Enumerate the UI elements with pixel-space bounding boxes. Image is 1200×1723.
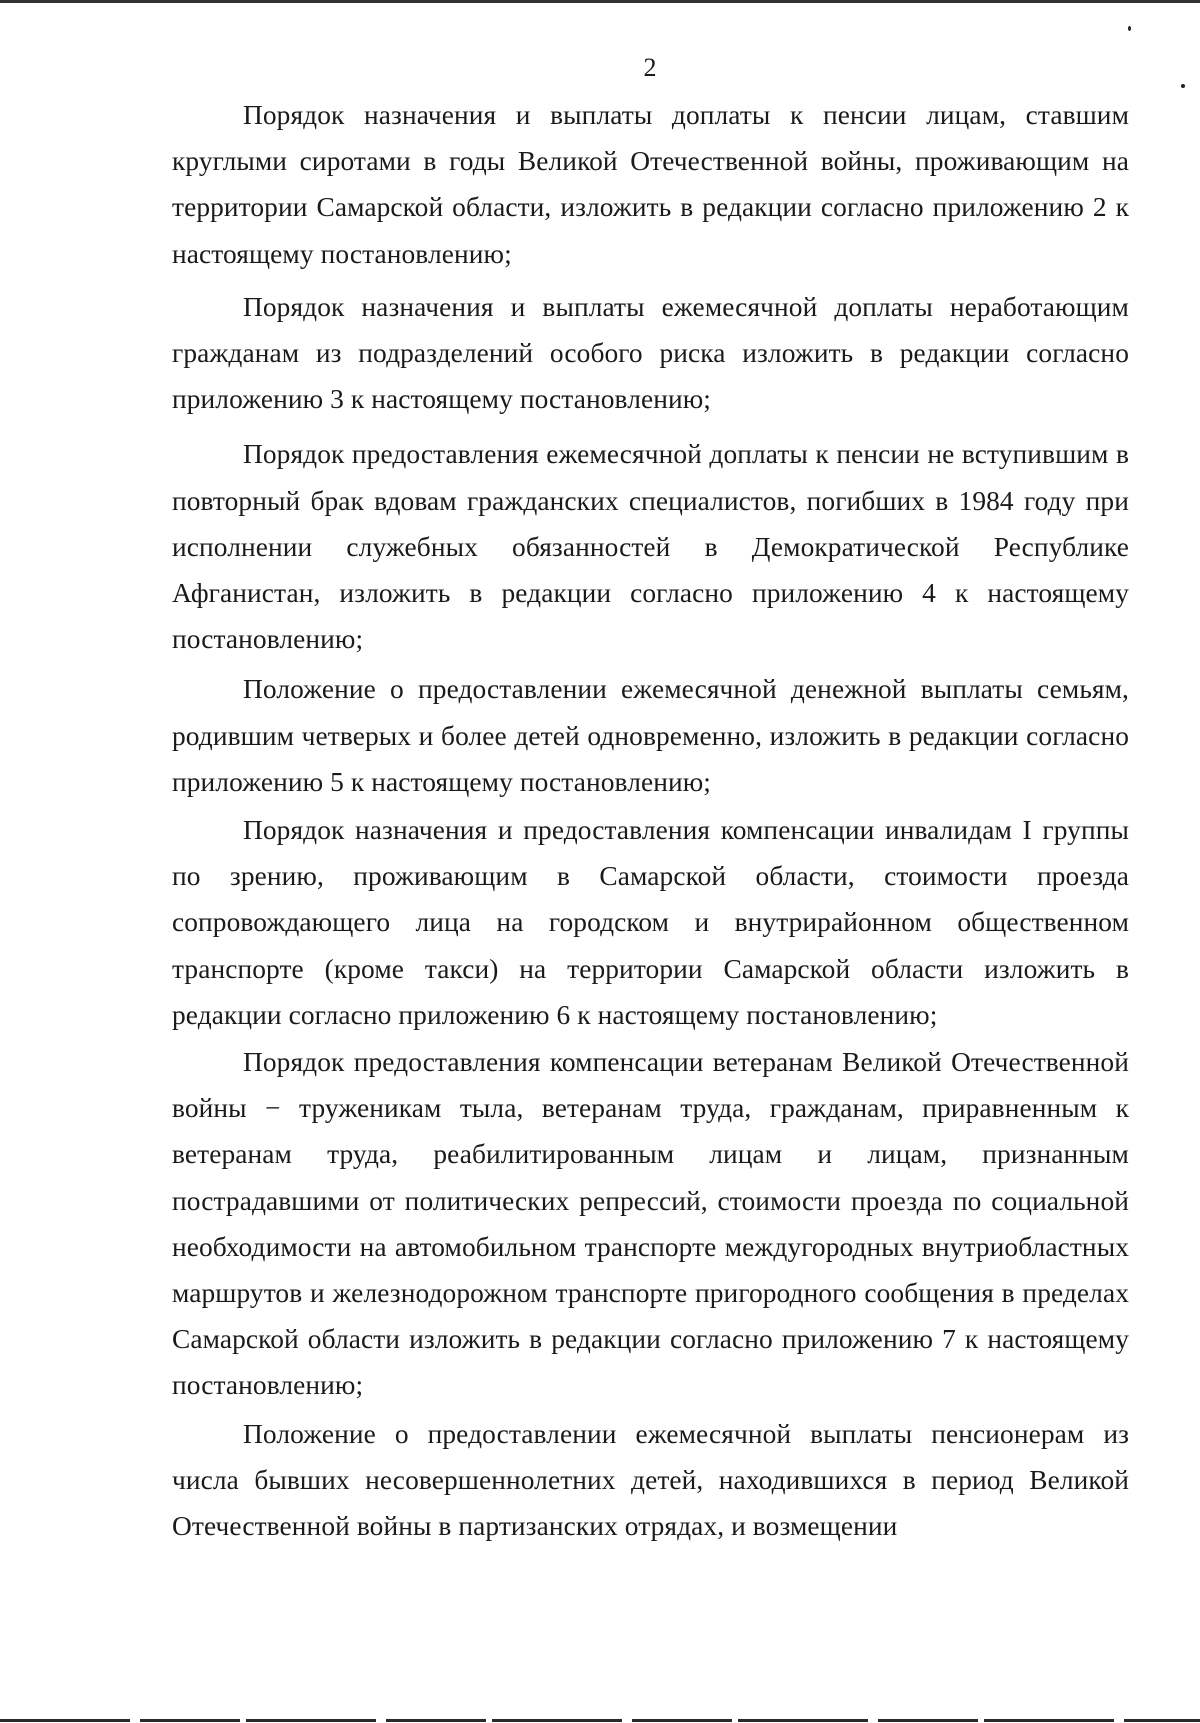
- paragraph-appendix-3: Порядок назначения и выплаты ежемесячной доплаты неработающим гражданам из подразделений особого риска изложить в редакции согласно приложению 3 к настоящему постановлению;: [172, 291, 1129, 415]
- paragraph-appendix-8: Положение о предоставлении ежемесячной выплаты пенсионерам из числа бывших несовершеннолетних детей, находившихся в период Великой Отечественной войны в партизанских отрядах, и возмещении: [172, 1418, 1129, 1542]
- scan-speck: [1128, 26, 1131, 31]
- scan-speck: [1181, 84, 1185, 88]
- paragraph-appendix-2: Порядок назначения и выплаты доплаты к пенсии лицам, ставшим круглыми сиротами в годы Великой Отечественной войны, проживающим на территории Самарской области, изложить в редакции согласно приложению 2 к настоящему постановлению;: [172, 100, 1129, 269]
- paragraph-appendix-4: Порядок предоставления ежемесячной доплаты к пенсии не вступившим в повторный брак вдовам гражданских специалистов, погибших в 1984 году при исполнении служебных обязанностей в Демократической Республике Афганистан, изложить в редакции согласно приложению 4 к настоящему постановлению;: [172, 439, 1129, 655]
- paragraph-appendix-6: Порядок назначения и предоставления компенсации инвалидам I группы по зрению, проживающим в Самарской области, стоимости проезда сопровождающего лица на городском и внутрирайонном общественном транспорте (кроме такси) на территории Самарской области изложить в редакции согласно приложению 6 к настоящему постановлению;: [172, 815, 1129, 1030]
- scan-bottom-edge: [0, 1719, 1200, 1722]
- page-number: 2: [643, 53, 657, 82]
- paragraph-appendix-5: Положение о предоставлении ежемесячной денежной выплаты семьям, родившим четверых и более детей одновременно, изложить в редакции согласно приложению 5 к настоящему постановлению;: [172, 674, 1129, 797]
- scan-top-edge: [0, 0, 1200, 3]
- document-body: [172, 92, 1129, 1549]
- paragraph-appendix-7: Порядок предоставления компенсации ветеранам Великой Отечественной войны − труженикам тыла, ветеранам труда, гражданам, приравненным к ветеранам труда, реабилитированным лицам и лицам, признанным пострадавшими от политических репрессий, стоимости проезда по социальной необходимости на автомобильном транспорте междугородных внутриобластных маршрутов и железнодорожном транспорте пригородного сообщения в пределах Самарской области изложить в редакции согласно приложению 7 к настоящему постановлению;: [172, 1047, 1129, 1401]
